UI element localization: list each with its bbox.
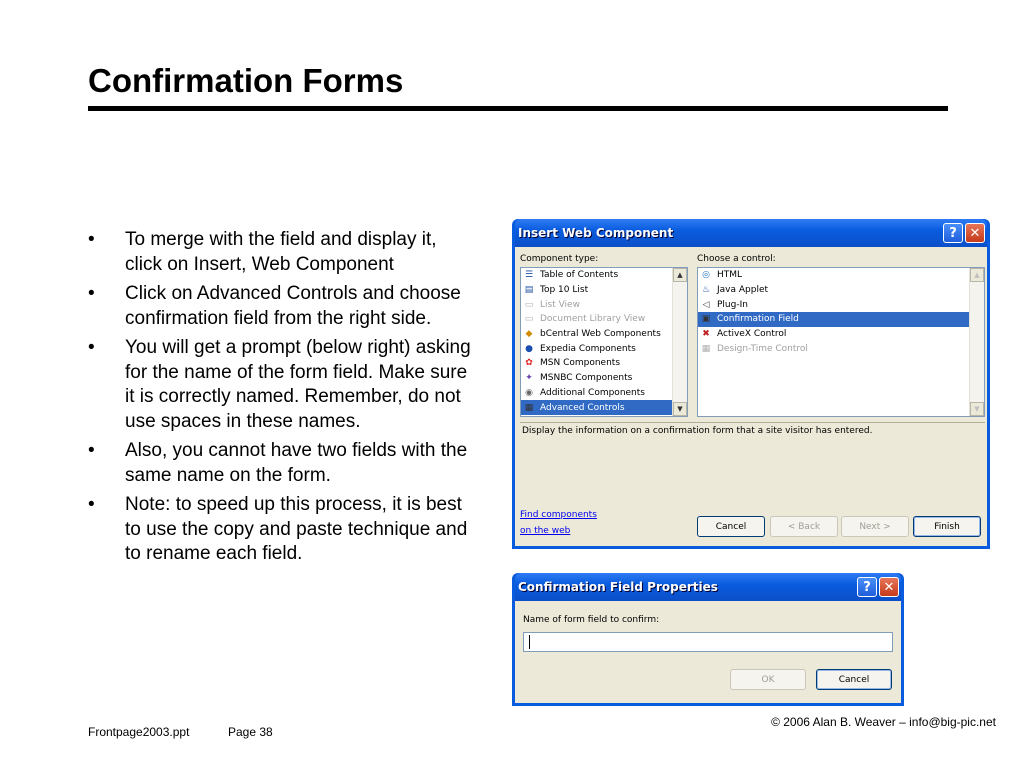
component-type-item[interactable] xyxy=(521,356,687,371)
java-applet-icon: ♨ xyxy=(701,285,711,296)
cancel-button[interactable]: Cancel xyxy=(697,516,765,537)
component-type-list[interactable] xyxy=(520,267,688,417)
html-icon: ◎ xyxy=(702,270,710,281)
bullet-dot: • xyxy=(88,229,95,250)
component-type-scrollbar[interactable] xyxy=(672,268,687,416)
bullet-dot: • xyxy=(88,494,95,515)
bullet-item xyxy=(88,336,478,434)
footer-copyright: © 2006 Alan B. Weaver – info@big-pic.net xyxy=(771,715,996,729)
bullet-dot: • xyxy=(88,337,95,358)
control-item[interactable] xyxy=(698,283,984,298)
footer-filename: Frontpage2003.ppt xyxy=(88,725,190,739)
control-item[interactable] xyxy=(698,341,984,356)
confirmation-field-properties-dialog xyxy=(512,573,904,706)
insert-web-component-dialog xyxy=(512,219,990,549)
confirmation-field-icon: ▣ xyxy=(701,314,711,325)
component-type-item[interactable] xyxy=(521,327,687,342)
help-icon[interactable]: ? xyxy=(943,223,963,243)
bullet-text: Also, you cannot have two fields with the same name on the form. xyxy=(125,440,468,486)
component-type-item-label: MSN Components xyxy=(540,358,621,369)
dialog-client-area xyxy=(515,601,901,703)
component-type-item[interactable] xyxy=(521,297,687,312)
control-item[interactable] xyxy=(698,327,984,342)
advanced-controls-icon: ▦ xyxy=(524,402,534,413)
text-caret xyxy=(529,635,530,649)
scroll-up-arrow-icon[interactable]: ▲ xyxy=(970,268,984,282)
find-components-link-line2[interactable]: on the web xyxy=(520,526,571,536)
control-list-scrollbar[interactable] xyxy=(969,268,984,416)
slide-title: Confirmation Forms xyxy=(88,62,404,99)
title-underline xyxy=(88,106,948,111)
ok-button[interactable]: OK xyxy=(730,669,806,690)
msn-icon: ✿ xyxy=(525,358,533,369)
dialog-title: Confirmation Field Properties xyxy=(518,580,718,594)
bullet-item xyxy=(88,439,478,488)
component-type-label: Component type: xyxy=(520,254,599,264)
component-type-item[interactable] xyxy=(521,268,687,283)
component-type-item-label: Advanced Controls xyxy=(540,402,625,413)
top-list-icon: ▤ xyxy=(524,285,534,296)
scroll-down-arrow-icon[interactable]: ▼ xyxy=(970,402,984,416)
component-type-item-label: Expedia Components xyxy=(540,343,636,354)
document-library-icon: ▭ xyxy=(524,314,534,325)
component-type-item[interactable] xyxy=(521,341,687,356)
bullet-text: You will get a prompt (below right) asking for the name of the form field. Make sure it is correctly named. Remember, do not use spaces in these names. xyxy=(125,337,471,432)
component-type-item-label: Additional Components xyxy=(540,387,645,398)
finish-button[interactable]: Finish xyxy=(913,516,981,537)
design-time-control-icon: ▦ xyxy=(701,343,711,354)
control-item[interactable] xyxy=(698,268,984,283)
bullet-dot: • xyxy=(88,440,95,461)
control-item-label: HTML xyxy=(717,270,743,281)
dialog-titlebar[interactable] xyxy=(515,573,901,601)
dialog-titlebar[interactable] xyxy=(515,219,987,247)
bullet-item xyxy=(88,493,478,567)
control-item[interactable] xyxy=(698,297,984,312)
control-item-label: Confirmation Field xyxy=(717,314,799,325)
back-button[interactable]: < Back xyxy=(770,516,838,537)
additional-components-icon: ◉ xyxy=(525,387,533,398)
component-type-item-label: Document Library View xyxy=(540,314,646,325)
bullet-item xyxy=(88,228,478,277)
component-type-item-label: List View xyxy=(540,299,580,310)
component-type-item-label: MSNBC Components xyxy=(540,373,633,384)
component-type-item[interactable] xyxy=(521,400,687,415)
control-item-label: ActiveX Control xyxy=(717,329,787,340)
msnbc-icon: ✦ xyxy=(525,373,533,384)
control-item-label: Plug-In xyxy=(717,299,748,310)
component-type-item-label: Top 10 List xyxy=(540,285,589,296)
bullet-list xyxy=(88,228,478,572)
close-icon[interactable]: ✕ xyxy=(965,223,985,243)
cancel-button[interactable]: Cancel xyxy=(816,669,892,690)
bullet-text: To merge with the field and display it, click on Insert, Web Component xyxy=(125,229,437,275)
component-type-item[interactable] xyxy=(521,312,687,327)
control-item-label: Java Applet xyxy=(717,285,769,296)
scroll-up-arrow-icon[interactable]: ▲ xyxy=(673,268,687,282)
form-field-name-input[interactable] xyxy=(523,632,893,652)
component-type-item-label: bCentral Web Components xyxy=(540,329,661,340)
bullet-text: Click on Advanced Controls and choose confirmation field from the right side. xyxy=(125,283,461,329)
next-button[interactable]: Next > xyxy=(841,516,909,537)
plug-in-icon: ◁ xyxy=(702,299,710,310)
table-of-contents-icon: ☰ xyxy=(524,270,534,281)
control-item[interactable] xyxy=(698,312,984,327)
find-components-link[interactable]: Find components xyxy=(520,510,597,520)
list-view-icon: ▭ xyxy=(524,299,534,310)
component-type-item[interactable] xyxy=(521,386,687,401)
bullet-dot: • xyxy=(88,283,95,304)
help-icon[interactable]: ? xyxy=(857,577,877,597)
control-list[interactable] xyxy=(697,267,985,417)
choose-control-label: Choose a control: xyxy=(697,254,776,264)
component-type-item-label: Table of Contents xyxy=(540,270,619,281)
footer-page-number: Page 38 xyxy=(228,725,273,739)
dialog-title: Insert Web Component xyxy=(518,226,674,240)
bcentral-icon: ◆ xyxy=(525,329,533,340)
bullet-item xyxy=(88,282,478,331)
close-icon[interactable]: ✕ xyxy=(879,577,899,597)
component-type-item[interactable] xyxy=(521,283,687,298)
activex-icon: ✖ xyxy=(702,329,710,340)
dialog-client-area xyxy=(515,247,987,546)
component-description: Display the information on a confirmation form that a site visitor has entered. xyxy=(520,422,985,507)
expedia-icon: ● xyxy=(525,343,533,354)
control-item-label: Design-Time Control xyxy=(717,343,808,354)
component-type-item[interactable] xyxy=(521,371,687,386)
scroll-down-arrow-icon[interactable]: ▼ xyxy=(673,402,687,416)
form-field-name-label: Name of form field to confirm: xyxy=(523,615,660,625)
bullet-text: Note: to speed up this process, it is best to use the copy and paste technique and to rename each field. xyxy=(125,494,468,564)
